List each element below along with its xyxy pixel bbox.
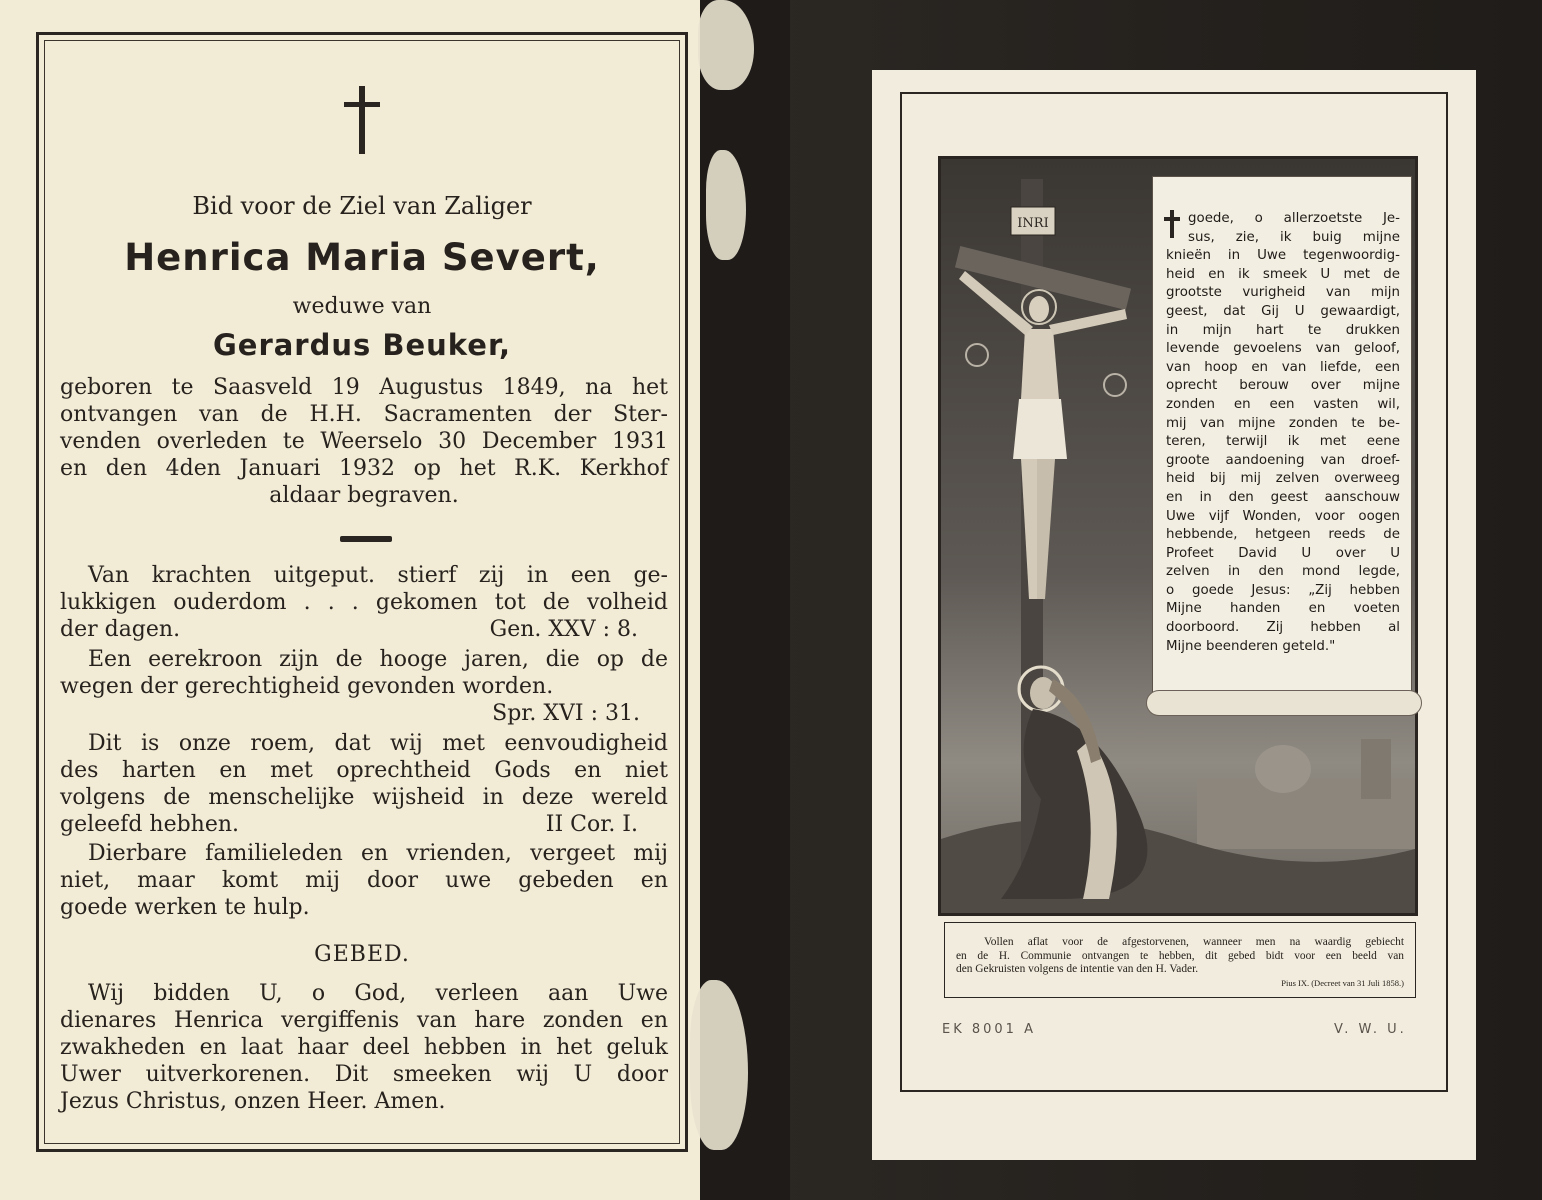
publisher-code: V. W. U. bbox=[1334, 1022, 1407, 1037]
scroll-line: heid bij mij zelven overweeg bbox=[1166, 471, 1400, 487]
intro-line: Bid voor de Ziel van Zaliger bbox=[192, 192, 532, 220]
verse-line: Van krachten uitgeput. stierf zij in een ge- bbox=[88, 563, 668, 588]
inri-text: INRI bbox=[1017, 216, 1049, 231]
prayer-line: dienares Henrica vergiffenis van hare zonden en bbox=[60, 1008, 668, 1033]
scroll-line: hebbende, hetgeen reeds de bbox=[1166, 527, 1400, 543]
dome-icon bbox=[1255, 745, 1311, 793]
farewell-line: goede werken te hulp. bbox=[60, 895, 310, 920]
farewell-text bbox=[60, 840, 668, 921]
verse-corinthians bbox=[60, 730, 668, 838]
verse-reference: II Cor. I. bbox=[545, 812, 638, 837]
biography bbox=[60, 374, 668, 509]
scroll-line: teren, terwijl ik met eene bbox=[1166, 434, 1400, 450]
bio-line: geboren te Saasveld 19 Augustus 1849, na het bbox=[60, 375, 668, 400]
indulgence-source: Pius IX. (Decreet van 31 Juli 1858.) bbox=[1281, 977, 1404, 988]
scroll-line: Uwe vijf Wonden, voor oogen bbox=[1166, 508, 1400, 524]
print-code: EK 8001 A bbox=[942, 1022, 1036, 1037]
scroll-line: levende gevoelens van geloof, bbox=[1166, 341, 1400, 357]
christ-head bbox=[1029, 296, 1049, 322]
farewell-line: Dierbare familieleden en vrienden, vergeet mij bbox=[88, 841, 668, 866]
scroll-line: oprecht berouw over mijne bbox=[1166, 378, 1400, 394]
scroll-line: o goede Jesus: „Zij hebben bbox=[1166, 582, 1400, 598]
divider-ornament bbox=[340, 536, 392, 542]
scroll-roll bbox=[1146, 690, 1422, 716]
prayer-title: GEBED. bbox=[314, 942, 410, 967]
scroll-line: Mijne handen en voeten bbox=[1166, 601, 1400, 617]
christ-torso bbox=[1021, 329, 1059, 399]
scroll-line: goede, o allerzoetste Je- bbox=[1188, 211, 1400, 226]
verse-line: geleefd hebhen. bbox=[60, 812, 240, 837]
scroll-line: zonden en een vasten wil, bbox=[1166, 396, 1400, 412]
prayer-line: zwakheden en laat haar deel hebben in het geluk bbox=[60, 1035, 668, 1060]
scroll-line: groote aandoening van droef- bbox=[1166, 452, 1400, 468]
bio-line: en den 4den Januari 1932 op het R.K. Kerkhof bbox=[60, 456, 668, 481]
scroll-line: geest, dat Gij U gewaardigt, bbox=[1166, 303, 1400, 319]
verse-proverbs bbox=[60, 646, 668, 727]
scroll-line: in mijn hart te drukken bbox=[1166, 322, 1400, 338]
prayer-line: Wij bidden U, o God, verleen aan Uwe bbox=[88, 981, 668, 1006]
verse-reference: Spr. XVI : 31. bbox=[492, 701, 640, 726]
husband-name: Gerardus Beuker, bbox=[212, 328, 512, 362]
scroll-line: mij van mijne zonden te be- bbox=[1166, 415, 1400, 431]
scroll-line: Profeet David U over U bbox=[1166, 545, 1400, 561]
verse-line: wegen der gerechtigheid gevonden worden. bbox=[60, 674, 554, 699]
verse-last-line bbox=[60, 616, 668, 643]
prayer-line: Uwer uitverkorenen. Dit smeeken wij U door bbox=[60, 1062, 668, 1087]
verse-reference: Gen. XXV : 8. bbox=[489, 617, 638, 642]
bio-line: aldaar begraven. bbox=[269, 483, 459, 508]
scroll-line: en in den geest aanschouw bbox=[1166, 489, 1400, 505]
indulgence-line: en de H. Communie ontvangen te hebben, dit gebed bidt voor een beeld van bbox=[956, 949, 1404, 962]
loincloth bbox=[1013, 399, 1067, 459]
scroll-line: sus, zie, ik buig mijne bbox=[1188, 229, 1400, 245]
cross-icon bbox=[344, 86, 380, 158]
tower bbox=[1361, 739, 1391, 799]
scroll-line: Mijne beenderen geteld." bbox=[1166, 638, 1336, 654]
verse-line: der dagen. bbox=[60, 617, 181, 642]
prayer-line: Jezus Christus, onzen Heer. Amen. bbox=[60, 1089, 446, 1114]
verse-line: volgens de menschelijke wijsheid in deze wereld bbox=[60, 785, 668, 810]
deceased-name: Henrica Maria Severt, bbox=[124, 236, 600, 279]
scroll-line: grootste vurigheid van mijn bbox=[1166, 285, 1400, 301]
bio-line: ontvangen van de H.H. Sacramenten der Ster- bbox=[60, 402, 668, 427]
farewell-line: niet, maar komt mij door uwe gebeden en bbox=[60, 868, 668, 893]
verse-line: Een eerekroon zijn de hooge jaren, die op de bbox=[88, 647, 668, 672]
indulgence-line: Vollen aflat voor de afgestorvenen, wanneer men na waardig gebiecht bbox=[984, 936, 1404, 948]
scroll-line: van hoop en van liefde, een bbox=[1166, 359, 1400, 375]
bio-line: venden overleden te Weerselo 30 December 1931 bbox=[60, 429, 668, 454]
indulgence-text bbox=[956, 936, 1404, 990]
verse-line: Dit is onze roem, dat wij met eenvoudigheid bbox=[88, 731, 668, 756]
verse-genesis bbox=[60, 562, 668, 643]
scroll-prayer-text bbox=[1166, 210, 1400, 656]
scroll-line: zelven in den mond legde, bbox=[1166, 564, 1400, 580]
prayer-text bbox=[60, 980, 668, 1115]
verse-line: lukkigen ouderdom . . . gekomen tot de volheid bbox=[60, 590, 668, 615]
indulgence-line: den Gekruisten volgens de intentie van den H. Vader. bbox=[956, 963, 1199, 976]
verse-line: des harten en met oprechtheid Gods en niet bbox=[60, 758, 668, 783]
widow-of-label: weduwe van bbox=[292, 294, 432, 319]
scroll-line: doorboord. Zij hebben al bbox=[1166, 620, 1400, 636]
scroll-line: knieën in Uwe tegenwoordig- bbox=[1166, 248, 1400, 264]
verse-last-line bbox=[60, 811, 668, 838]
scroll-line: heid en ik smeek U met de bbox=[1166, 266, 1400, 282]
